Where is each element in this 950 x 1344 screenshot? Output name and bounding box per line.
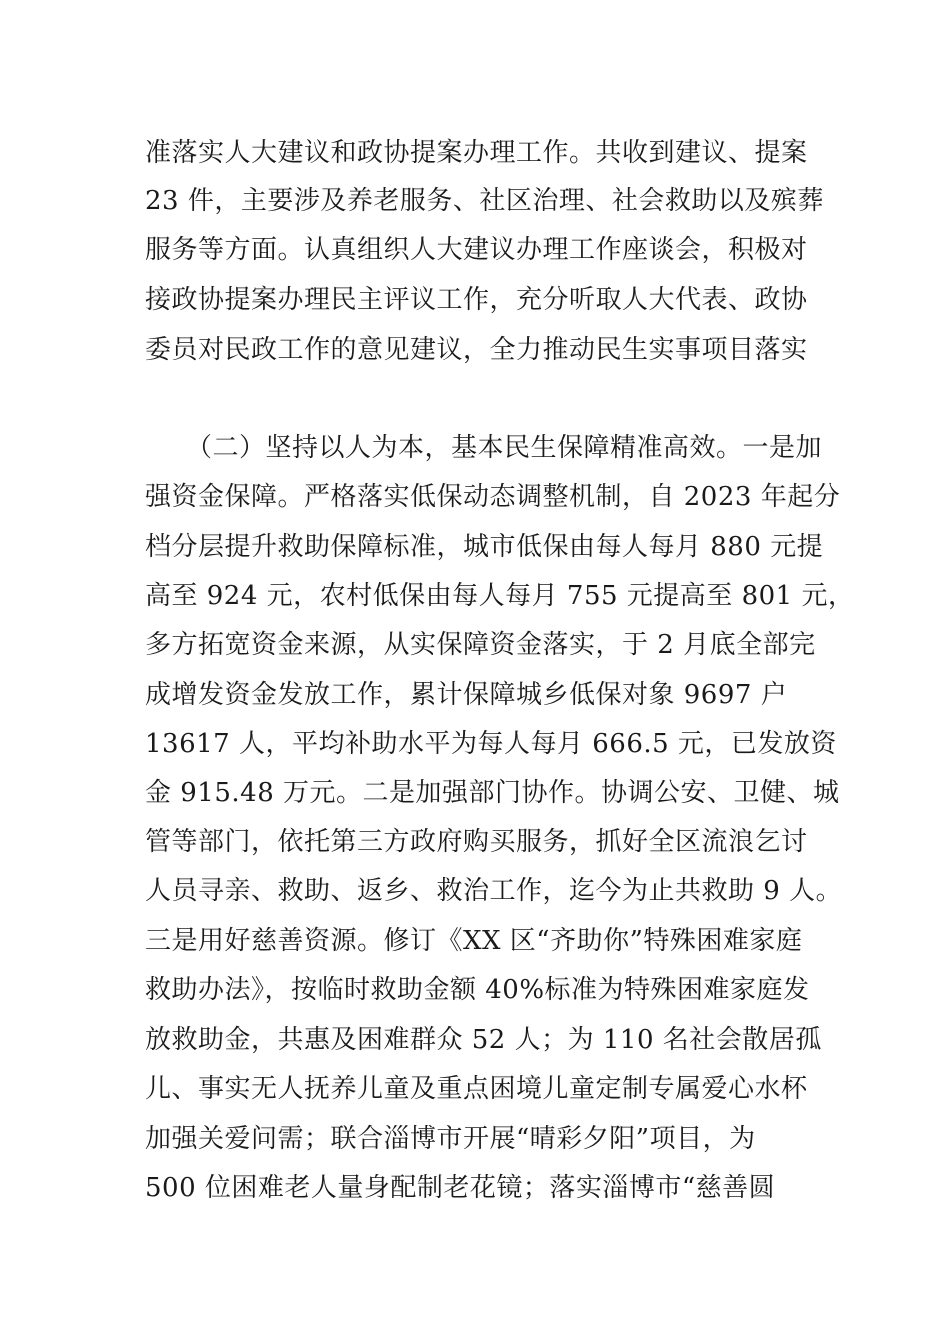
text-line: 金 915.48 万元。二是加强部门协作。协调公安、卫健、城	[145, 778, 840, 808]
text-line: 强资金保障。严格落实低保动态调整机制，自 2023 年起分	[145, 482, 841, 512]
text-line: 人员寻亲、救助、返乡、救治工作，迄今为止共救助 9 人。	[145, 876, 843, 906]
text-line: 救助办法》，按临时救助金额 40%标准为特殊困难家庭发	[145, 975, 810, 1005]
text-line: 多方拓宽资金来源，从实保障资金落实，于 2 月底全部完	[145, 630, 816, 660]
text-line: 准落实人大建议和政协提案办理工作。共收到建议、提案	[145, 138, 808, 168]
text-line: 加强关爱问需；联合淄博市开展“晴彩夕阳”项目，为	[145, 1124, 756, 1154]
text-line: 儿、事实无人抚养儿童及重点困境儿童定制专属爱心水杯	[145, 1074, 808, 1104]
text-line: 500 位困难老人量身配制老花镜；落实淄博市“慈善圆	[145, 1173, 776, 1203]
text-line: 23 件，主要涉及养老服务、社区治理、社会救助以及殡葬	[145, 186, 824, 216]
text-line: 委员对民政工作的意见建议，全力推动民生实事项目落实	[145, 335, 808, 365]
text-line: 成增发资金发放工作，累计保障城乡低保对象 9697 户	[145, 680, 788, 710]
text-line: 接政协提案办理民主评议工作，充分听取人大代表、政协	[145, 285, 808, 315]
text-line: 服务等方面。认真组织人大建议办理工作座谈会，积极对	[145, 235, 808, 265]
text-line: 管等部门，依托第三方政府购买服务，抓好全区流浪乞讨	[145, 827, 808, 857]
text-line: 放救助金，共惠及困难群众 52 人；为 110 名社会散居孤	[145, 1025, 822, 1055]
text-line: （二）坚持以人为本，基本民生保障精准高效。一是加	[186, 433, 823, 463]
text-line: 三是用好慈善资源。修订《XX 区“齐助你”特殊困难家庭	[145, 926, 803, 956]
text-line: 高至 924 元，农村低保由每人每月 755 元提高至 801 元，	[145, 581, 855, 611]
text-line: 13617 人，平均补助水平为每人每月 666.5 元，已发放资	[145, 729, 837, 759]
text-line: 档分层提升救助保障标准，城市低保由每人每月 880 元提	[145, 532, 824, 562]
